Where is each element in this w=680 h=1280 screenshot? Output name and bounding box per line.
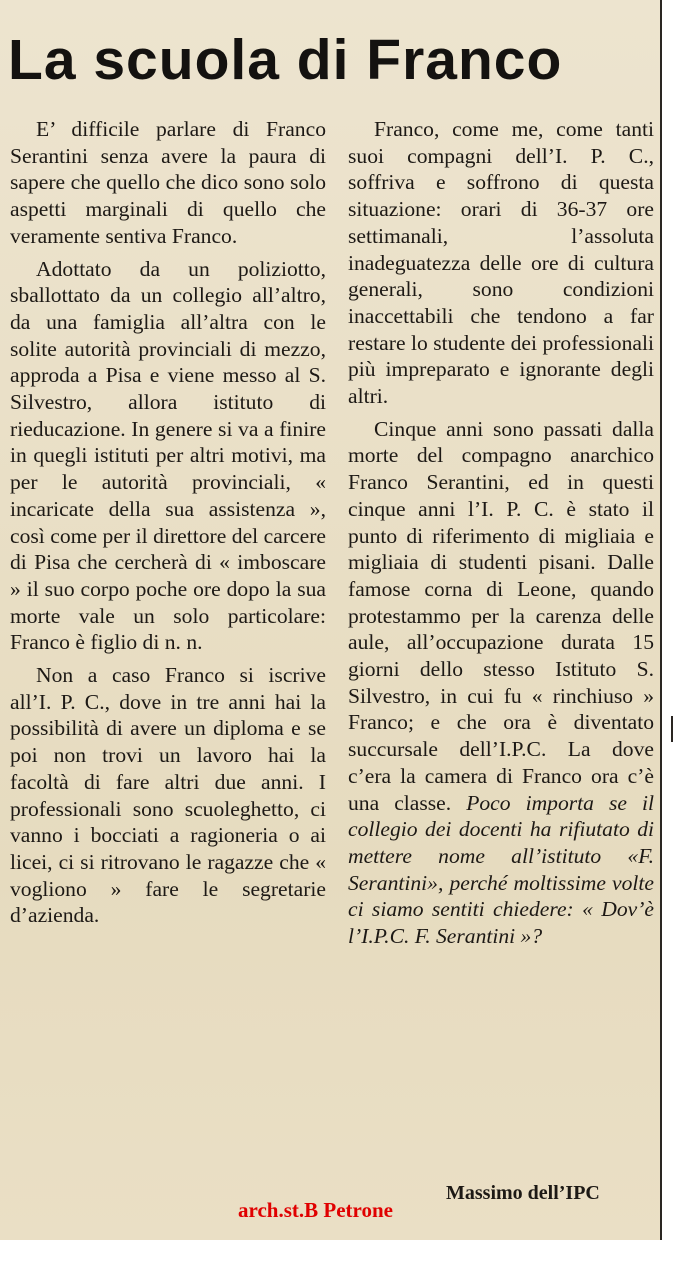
- paragraph: Franco, come me, come tanti suoi compagni dell’I. P. C., soffriva e soffrono di questa situazione: orari di 36-37 ore settimanali, l’assoluta inadeguatezza delle ore di cultura generali, sono condizioni inaccettabili che tendono a far restare lo studente dei professionali più impreparato e ignorante degli altri.: [348, 117, 654, 409]
- archive-watermark: arch.st.B Petrone: [238, 1198, 393, 1222]
- right-column: [348, 116, 654, 950]
- italic-closing-quote: Poco importa se il collegio dei docenti ha rifiutato di mettere nome all’istituto «F. Serantini», perché moltissime volte ci siamo sentiti chiedere: « Dov’è l’I.P.C. F. Serantini »?: [348, 790, 654, 949]
- author-signature: Massimo dell’IPC: [446, 1182, 600, 1204]
- column-rule: [660, 0, 662, 1240]
- paragraph: Adottato da un poliziotto, sballottato da un collegio all’altro, da una famiglia all’altra con le solite autorità provinciali di mezzo, approda a Pisa e viene messo al S. Silvestro, allora istituto di rieducazione. In genere si va a finire in quegli istituti per altri motivi, ma per le autorità provinciali, « incaricate della sua assistenza », così come per il direttore del carcere di Pisa che cercherà di « imboscare » il suo corpo poche ore dopo la sua morte vale un solo particolare: Franco è figlio di n. n.: [10, 256, 326, 655]
- left-column: [10, 116, 326, 929]
- paragraph: E’ difficile parlare di Franco Serantini senza avere la paura di sapere che quello che dico sono solo aspetti marginali di quello che veramente sentiva Franco.: [10, 117, 326, 248]
- paragraph: [348, 416, 654, 950]
- paragraph: Non a caso Franco si iscrive all’I. P. C., dove in tre anni hai la possibilità di avere un diploma e se poi non trovi un lavoro hai la facoltà di fare altri due anni. I professionali sono scuoleghetto, ci vanno i bocciati a ragioneria o ai licei, ci si ritrovano le ragazze che « vogliono » fare le segretarie d’azienda.: [10, 663, 326, 928]
- paragraph-body: Cinque anni sono passati dalla morte del compagno anarchico Franco Serantini, ed in questi cinque anni l’I. P. C. è stato il punto di riferimento di migliaia e migliaia di studenti pisani. Dalle famose corna di Leone, quando protestammo per la carenza delle aule, all’occupazione durata 15 giorni dello stesso Istituto S. Silvestro, in cui fu « rinchiuso » Franco; e che ora è diventato succursale dell’I.P.C. La dove c’era la camera di Franco ora c’è una classe.: [348, 416, 654, 815]
- margin-mark: [671, 716, 673, 742]
- article-headline: La scuola di Franco: [8, 28, 563, 92]
